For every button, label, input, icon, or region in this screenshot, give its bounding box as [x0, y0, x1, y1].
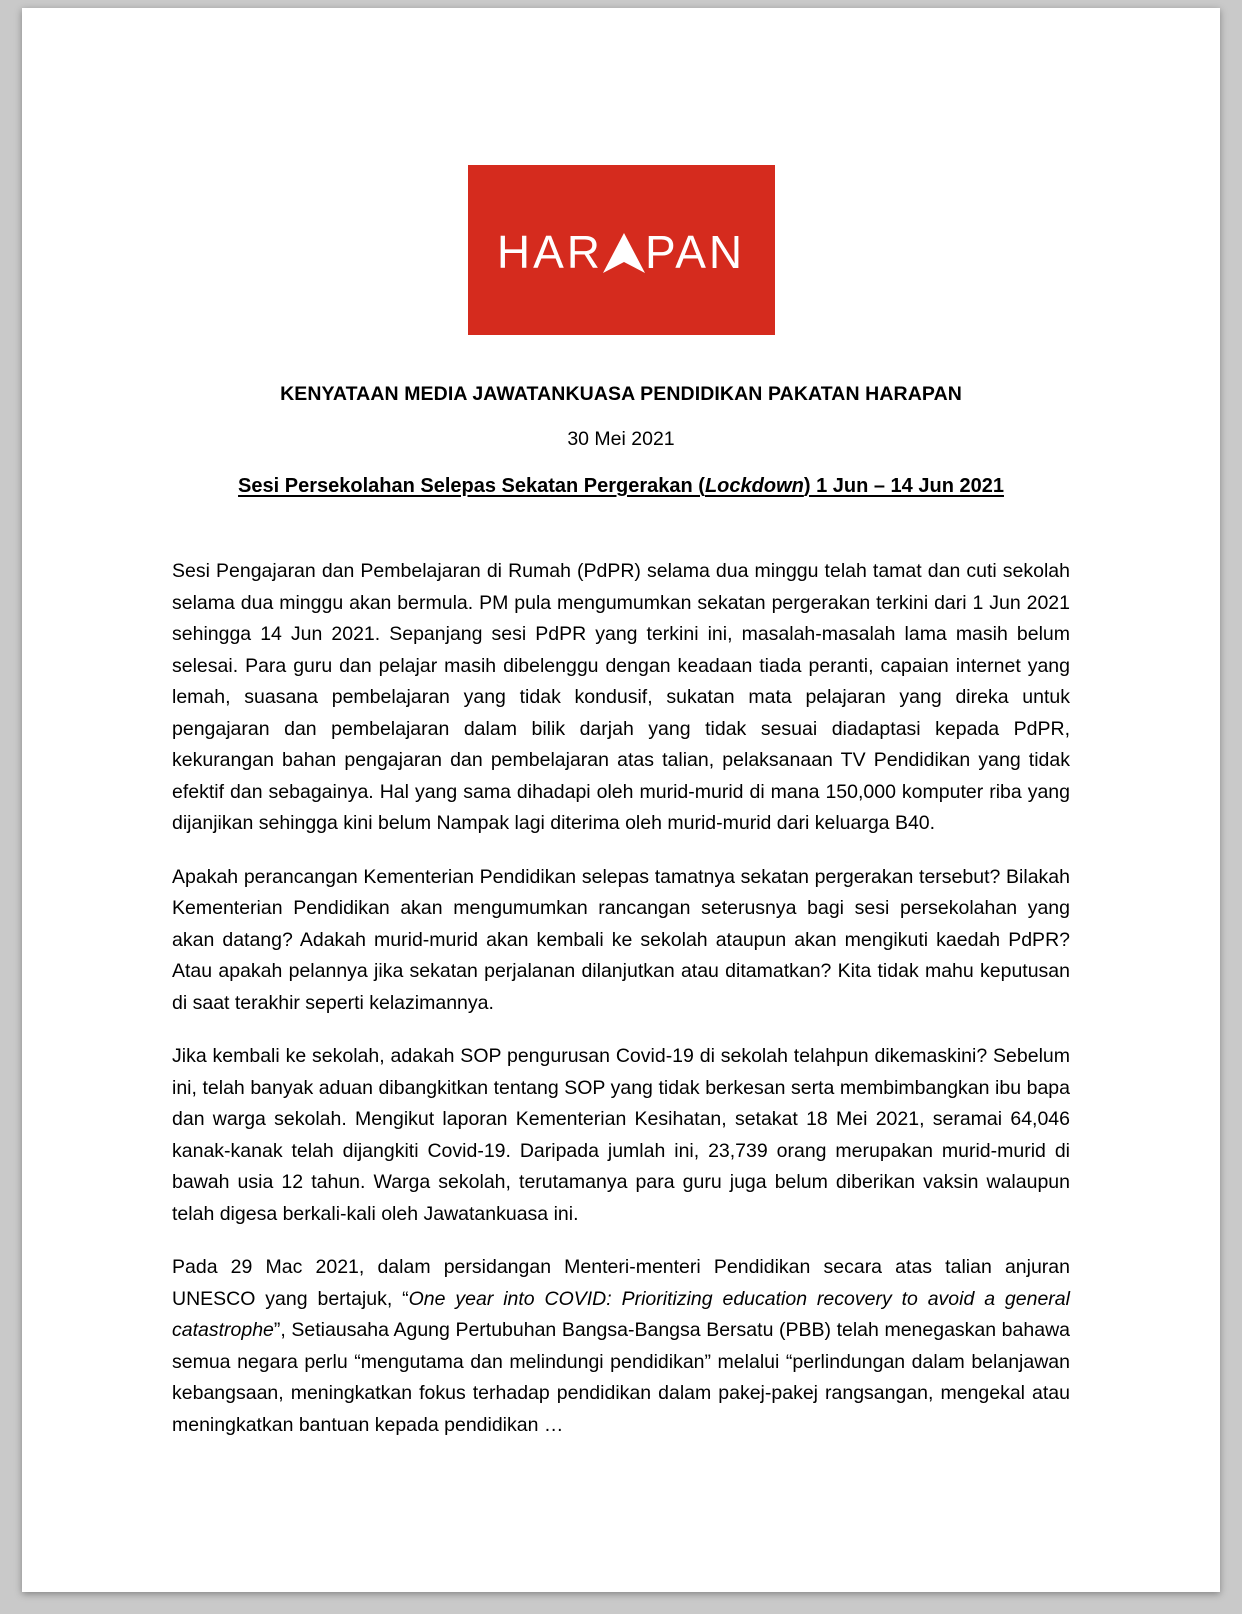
quote-trail-text: ”, Setiausaha Agung Pertubuhan Bangsa-Bangsa Bersatu (PBB) telah menegaskan bahawa semua negara perlu “mengutama dan melindungi pendidikan” melalui “perlindungan dalam belanjawan kebangsaan, meningkatkan fokus terhadap pendidikan dalam pakej-pakej rangsangan, mengekal atau meningkatkan bantuan kepada pendidikan … — [172, 1319, 1070, 1436]
body-paragraph: Jika kembali ke sekolah, adakah SOP pengurusan Covid-19 di sekolah telahpun dikemaskini? Sebelum ini, telah banyak aduan dibangkitkan tentang SOP yang tidak berkesan serta membimbangkan ibu bapa dan warga sekolah. Mengikut laporan Kementerian Kesihatan, setakat 18 Mei 2021, seramai 64,046 kanak-kanak telah dijangkiti Covid-19. Daripada jumlah ini, 23,739 orang merupakan murid-murid di bawah usia 12 tahun. Warga sekolah, terutamanya para guru juga belum diberikan vaksin walaupun telah digesa berkali-kali oleh Jawatankuasa ini. — [172, 1045, 1070, 1225]
document-date: 30 Mei 2021 — [567, 428, 675, 450]
logo-container — [172, 8, 1070, 335]
document-body — [172, 556, 1070, 1441]
page-title: KENYATAAN MEDIA JAWATANKUASA PENDIDIKAN PAKATAN HARAPAN — [280, 383, 962, 405]
logo-text-before: HAR — [496, 226, 603, 278]
subtitle-trail: ) 1 Jun – 14 Jun 2021 — [803, 475, 1004, 497]
harapan-wordmark — [496, 226, 746, 278]
harapan-logo — [468, 165, 775, 335]
body-paragraph: Sesi Pengajaran dan Pembelajaran di Rumah (PdPR) selama dua minggu telah tamat dan cuti sekolah selama dua minggu akan bermula. PM pula mengumumkan sekatan pergerakan terkini dari 1 Jun 2021 sehingga 14 Jun 2021. Sepanjang sesi PdPR yang terkini ini, masalah-masalah lama masih belum selesai. Para guru dan pelajar masih dibelenggu dengan keadaan tiada peranti, capaian internet yang lemah, suasana pembelajaran yang tidak kondusif, sukatan mata pelajaran yang direka untuk pengajaran dan pembelajaran dalam bilik darjah yang tidak sesuai diadaptasi kepada PdPR, kekurangan bahan pengajaran dan pembelajaran atas talian, pelaksanaan TV Pendidikan yang tidak efektif dan sebagainya. Hal yang sama dihadapi oleh murid-murid di mana 150,000 komputer riba yang dijanjikan sehingga kini belum Nampak lagi diterima oleh murid-murid dari keluarga B40. — [172, 560, 1070, 834]
logo-text-after: PAN — [644, 226, 746, 278]
body-paragraph: Apakah perancangan Kementerian Pendidikan selepas tamatnya sekatan pergerakan tersebut? Bilakah Kementerian Pendidikan akan mengumumkan rancangan seterusnya bagi sesi persekolahan yang akan datang? Adakah murid-murid akan kembali ke sekolah ataupun akan mengikuti kaedah PdPR? Atau apakah pelannya jika sekatan perjalanan dilanjutkan atau ditamatkan? Kita tidak mahu keputusan di saat terakhir seperti kelazimannya. — [172, 865, 1070, 1014]
document-page — [22, 8, 1220, 1592]
body-paragraph-with-quote — [172, 1252, 1070, 1441]
arrowhead-icon — [602, 229, 646, 275]
document-subtitle — [172, 475, 1070, 498]
quote-lead-text: Pada 29 Mac 2021, dalam persidangan Menteri-menteri Pendidikan secara atas talian anjuran UNESCO yang bertajuk, “ — [172, 1256, 1070, 1310]
unesco-conference-title: One year into COVID: Prioritizing education recovery to avoid a general catastrophe — [172, 1287, 1070, 1341]
subtitle-lead: Sesi Persekolahan Selepas Sekatan Pergerakan ( — [238, 475, 705, 497]
subtitle-italic-term: Lockdown — [704, 475, 804, 497]
